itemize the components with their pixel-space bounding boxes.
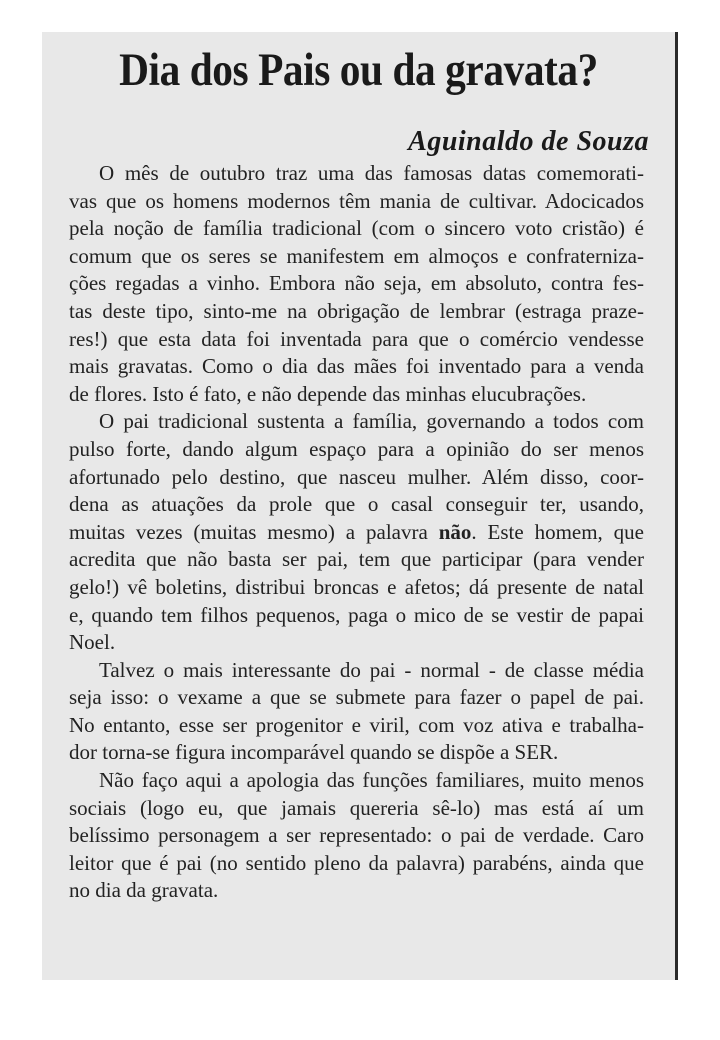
text-line: pulso forte, dando algum espaço para a opinião do ser menos	[69, 436, 644, 461]
article-paragraph	[69, 767, 644, 905]
text-line: pela noção de família tradicional (com o sincero voto cristão) é	[69, 216, 644, 241]
text-line: comum que os seres se manifestem em almoços e confraterniza-	[69, 243, 644, 268]
text-line: acredita que não basta ser pai, tem que participar (para vender	[69, 547, 644, 572]
article-paragraph	[69, 408, 644, 656]
text-line: seja isso: o vexame a que se submete para fazer o papel de pai.	[69, 685, 644, 710]
text-line: tas deste tipo, sinto-me na obrigação de lembrar (estraga praze-	[69, 298, 644, 323]
text-line: afortunado pelo destino, que nasceu mulher. Além disso, coor-	[69, 464, 644, 489]
text-line: de flores. Isto é fato, e não depende das minhas elucubrações.	[69, 381, 587, 406]
text-line: leitor que é pai (no sentido pleno da palavra) parabéns, ainda que	[69, 850, 644, 875]
text-line: mais gravatas. Como o dia das mães foi inventado para a venda	[69, 354, 644, 379]
text-line: O mês de outubro traz uma das famosas datas comemorati-	[99, 161, 644, 185]
text-line: dena as atuações da prole que o casal conseguir ter, usando,	[69, 492, 644, 517]
text-line: belíssimo personagem a ser representado: o pai de verdade. Caro	[69, 823, 644, 848]
text-line: ções regadas a vinho. Embora não seja, em absoluto, contra fes-	[69, 271, 644, 296]
text-line: Não faço aqui a apologia das funções familiares, muito menos	[99, 768, 644, 793]
text-line: vas que os homens modernos têm mania de cultivar. Adocicados	[69, 188, 644, 213]
article-body	[69, 160, 644, 905]
text-line: muitas vezes (muitas mesmo) a palavra não. Este homem, que	[69, 519, 645, 544]
text-line: no dia da gravata.	[69, 878, 219, 903]
article-author: Aguinaldo de Souza	[408, 126, 649, 157]
article-paragraph	[69, 160, 644, 408]
article-title: Dia dos Pais ou da gravata?	[119, 44, 598, 96]
text-line: gelo!) vê boletins, distribui broncas e afetos; dá presente de natal	[69, 574, 644, 599]
text-line: No entanto, esse ser progenitor e viril, com voz ativa e trabalha-	[69, 712, 644, 737]
text-line: sociais (logo eu, que jamais quereria sê-lo) mas está aí um	[69, 795, 644, 820]
article-paragraph	[69, 657, 644, 767]
text-line: Noel.	[69, 630, 116, 655]
text-line: e, quando tem filhos pequenos, paga o mico de se vestir de papai	[69, 602, 644, 627]
newspaper-clipping	[42, 32, 678, 980]
text-line: Talvez o mais interessante do pai - normal - de classe média	[99, 657, 644, 682]
text-line: res!) que esta data foi inventada para que o comércio vendesse	[69, 326, 644, 351]
text-line: O pai tradicional sustenta a família, governando a todos com	[99, 409, 644, 434]
text-line: dor torna-se figura incomparável quando se dispõe a SER.	[69, 740, 559, 765]
